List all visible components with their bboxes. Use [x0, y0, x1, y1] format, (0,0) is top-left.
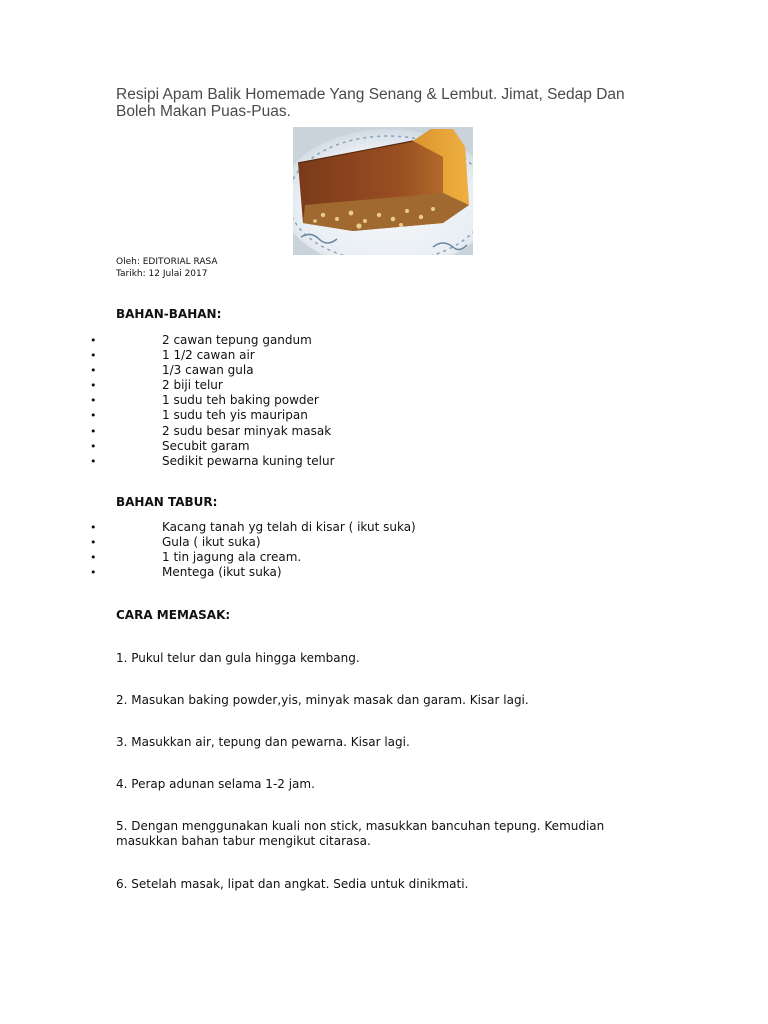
- list-item: • 2 cawan tepung gandum: [90, 333, 312, 347]
- method-step: 3. Masukkan air, tepung dan pewarna. Kisar lagi.: [116, 735, 410, 749]
- ingredients-list: [0, 333, 768, 469]
- apam-balik-photo-icon: [293, 127, 473, 255]
- list-item: • Mentega (ikut suka): [90, 565, 282, 580]
- recipe-title: Resipi Apam Balik Homemade Yang Senang & Lembut. Jimat, Sedap Dan Boleh Makan Puas-Puas.: [116, 86, 625, 120]
- list-item: • 1 tin jagung ala cream.: [90, 550, 302, 565]
- topping-heading: BAHAN TABUR:: [116, 495, 218, 509]
- method-step: 6. Setelah masak, lipat dan angkat. Sedia untuk dinikmati.: [116, 877, 469, 891]
- list-item: • 1 1/2 cawan air: [90, 348, 255, 363]
- bullet-icon: •: [90, 566, 97, 580]
- method-step: 1. Pukul telur dan gula hingga kembang.: [116, 651, 360, 665]
- list-item: • 2 biji telur: [90, 378, 223, 393]
- recipe-photo: [293, 127, 473, 255]
- bullet-icon: •: [90, 379, 97, 393]
- recipe-author: Oleh: EDITORIAL RASA: [116, 257, 218, 267]
- list-item: • Sedikit pewarna kuning telur: [90, 453, 335, 468]
- list-item: • 1 sudu teh yis mauripan: [90, 408, 308, 423]
- method-step: 4. Perap adunan selama 1-2 jam.: [116, 777, 315, 791]
- list-item: • Kacang tanah yg telah di kisar ( ikut suka): [90, 520, 416, 534]
- bullet-icon: •: [90, 439, 97, 453]
- list-item: • Gula ( ikut suka): [90, 535, 261, 550]
- method-step: 2. Masukan baking powder,yis, minyak masak dan garam. Kisar lagi.: [116, 693, 529, 707]
- recipe-date: Tarikh: 12 Julai 2017: [116, 269, 208, 279]
- bullet-icon: •: [90, 364, 97, 378]
- list-item: • 1/3 cawan gula: [90, 363, 254, 378]
- ingredients-heading: BAHAN-BAHAN:: [116, 307, 222, 321]
- method-step: 5. Dengan menggunakan kuali non stick, masukkan bancuhan tepung. Kemudian masukkan bahan tabur mengikut citarasa.: [116, 819, 605, 848]
- topping-list: [0, 520, 768, 580]
- bullet-icon: •: [90, 334, 97, 347]
- bullet-icon: •: [90, 409, 97, 423]
- list-item: • 2 sudu besar minyak masak: [90, 423, 332, 438]
- bullet-icon: •: [90, 424, 97, 438]
- list-item: • 1 sudu teh baking powder: [90, 393, 319, 408]
- bullet-icon: •: [90, 454, 97, 468]
- bullet-icon: •: [90, 551, 97, 565]
- bullet-icon: •: [90, 394, 97, 408]
- method-heading: CARA MEMASAK:: [116, 608, 231, 622]
- bullet-icon: •: [90, 521, 97, 534]
- bullet-icon: •: [90, 349, 97, 363]
- bullet-icon: •: [90, 536, 97, 550]
- list-item: • Secubit garam: [90, 438, 250, 453]
